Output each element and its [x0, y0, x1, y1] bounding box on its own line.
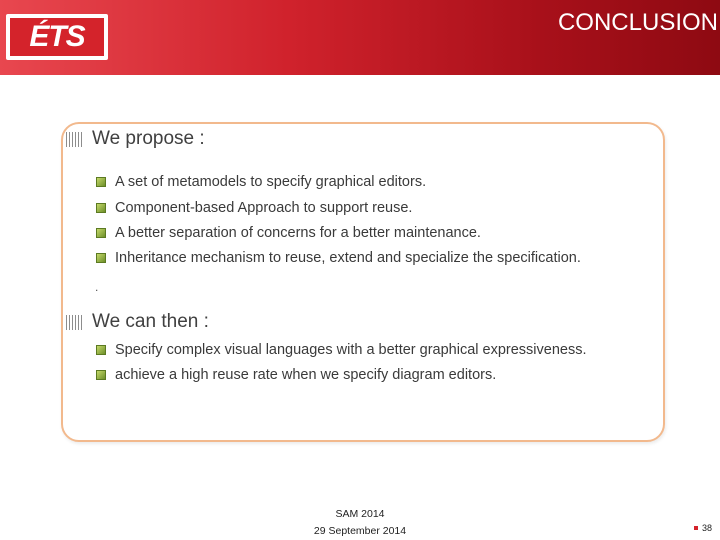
bullet-text: A set of metamodels to specify graphical editors. [115, 174, 427, 190]
square-bullet-icon [96, 228, 106, 238]
page-number-text: 38 [701, 523, 712, 533]
square-bullet-icon [96, 345, 106, 355]
page-marker-icon [694, 526, 698, 530]
bullet-text: Inheritance mechanism to reuse, extend and specialize the specification. [115, 250, 581, 266]
slide-header [0, 0, 720, 75]
bullet-item [96, 200, 412, 216]
ets-logo-text: ÉTS [29, 20, 85, 53]
bullet-item [96, 367, 496, 383]
footer-date: 29 September 2014 [313, 525, 407, 537]
section-heading-text: We can then : [92, 311, 209, 332]
square-bullet-icon [96, 253, 106, 263]
slide-title: CONCLUSION [557, 9, 718, 36]
bullet-item [96, 174, 426, 190]
square-bullet-icon [96, 370, 106, 380]
grid-bullet-icon [66, 315, 83, 330]
separator-dot: . [95, 280, 99, 294]
grid-bullet-icon [66, 132, 83, 147]
square-bullet-icon [96, 203, 106, 213]
bullet-text: Component-based Approach to support reuse. [115, 200, 413, 216]
ets-logo [6, 14, 108, 60]
bullet-item [96, 342, 587, 358]
bullet-text: A better separation of concerns for a better maintenance. [115, 225, 481, 241]
page-number [694, 523, 712, 533]
footer-event: SAM 2014 [335, 508, 385, 520]
content-box [61, 122, 665, 442]
bullet-item [96, 250, 581, 266]
bullet-text: achieve a high reuse rate when we specify diagram editors. [115, 367, 497, 383]
bullet-item [96, 225, 481, 241]
square-bullet-icon [96, 177, 106, 187]
section-heading-text: We propose : [92, 128, 205, 149]
ets-logo-badge [10, 18, 104, 56]
section-heading-can-then [66, 311, 209, 333]
section-heading-propose [66, 128, 205, 150]
bullet-text: Specify complex visual languages with a better graphical expressiveness. [115, 342, 587, 358]
